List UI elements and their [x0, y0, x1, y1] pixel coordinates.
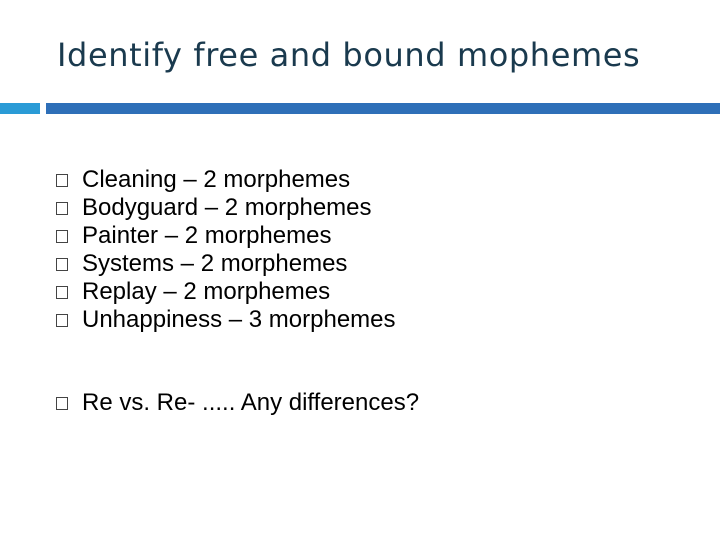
bullet-text: Bodyguard – 2 morphemes — [82, 194, 372, 221]
bullet-text: Re vs. Re- ..... Any differences? — [82, 389, 420, 416]
bullet-box-icon — [56, 258, 68, 271]
bullet-box-icon — [56, 230, 68, 243]
bullet-box-icon — [56, 314, 68, 327]
bullet-box-icon — [56, 202, 68, 215]
bullet-item-replay — [56, 278, 419, 306]
bullet-box-icon — [56, 397, 68, 410]
slide-title: Identify free and bound mophemes — [57, 36, 641, 74]
bullet-text: Unhappiness – 3 morphemes — [82, 306, 396, 333]
bullet-text: Replay – 2 morphemes — [82, 278, 331, 305]
bullet-item-cleaning — [56, 166, 419, 194]
bullet-box-icon — [56, 174, 68, 187]
title-rule-accent-right — [46, 103, 720, 114]
bullet-box-icon — [56, 286, 68, 299]
bullet-text: Systems – 2 morphemes — [82, 250, 348, 277]
bullet-item-systems — [56, 250, 419, 278]
bullet-text: Painter – 2 morphemes — [82, 222, 332, 249]
bullet-item-question — [56, 389, 419, 417]
bullet-item-painter — [56, 222, 419, 250]
bullet-item-bodyguard — [56, 194, 419, 222]
bullet-text: Cleaning – 2 morphemes — [82, 166, 351, 193]
bullet-list — [56, 166, 419, 417]
bullet-item-unhappiness — [56, 306, 419, 334]
title-rule-accent-left — [0, 103, 40, 114]
